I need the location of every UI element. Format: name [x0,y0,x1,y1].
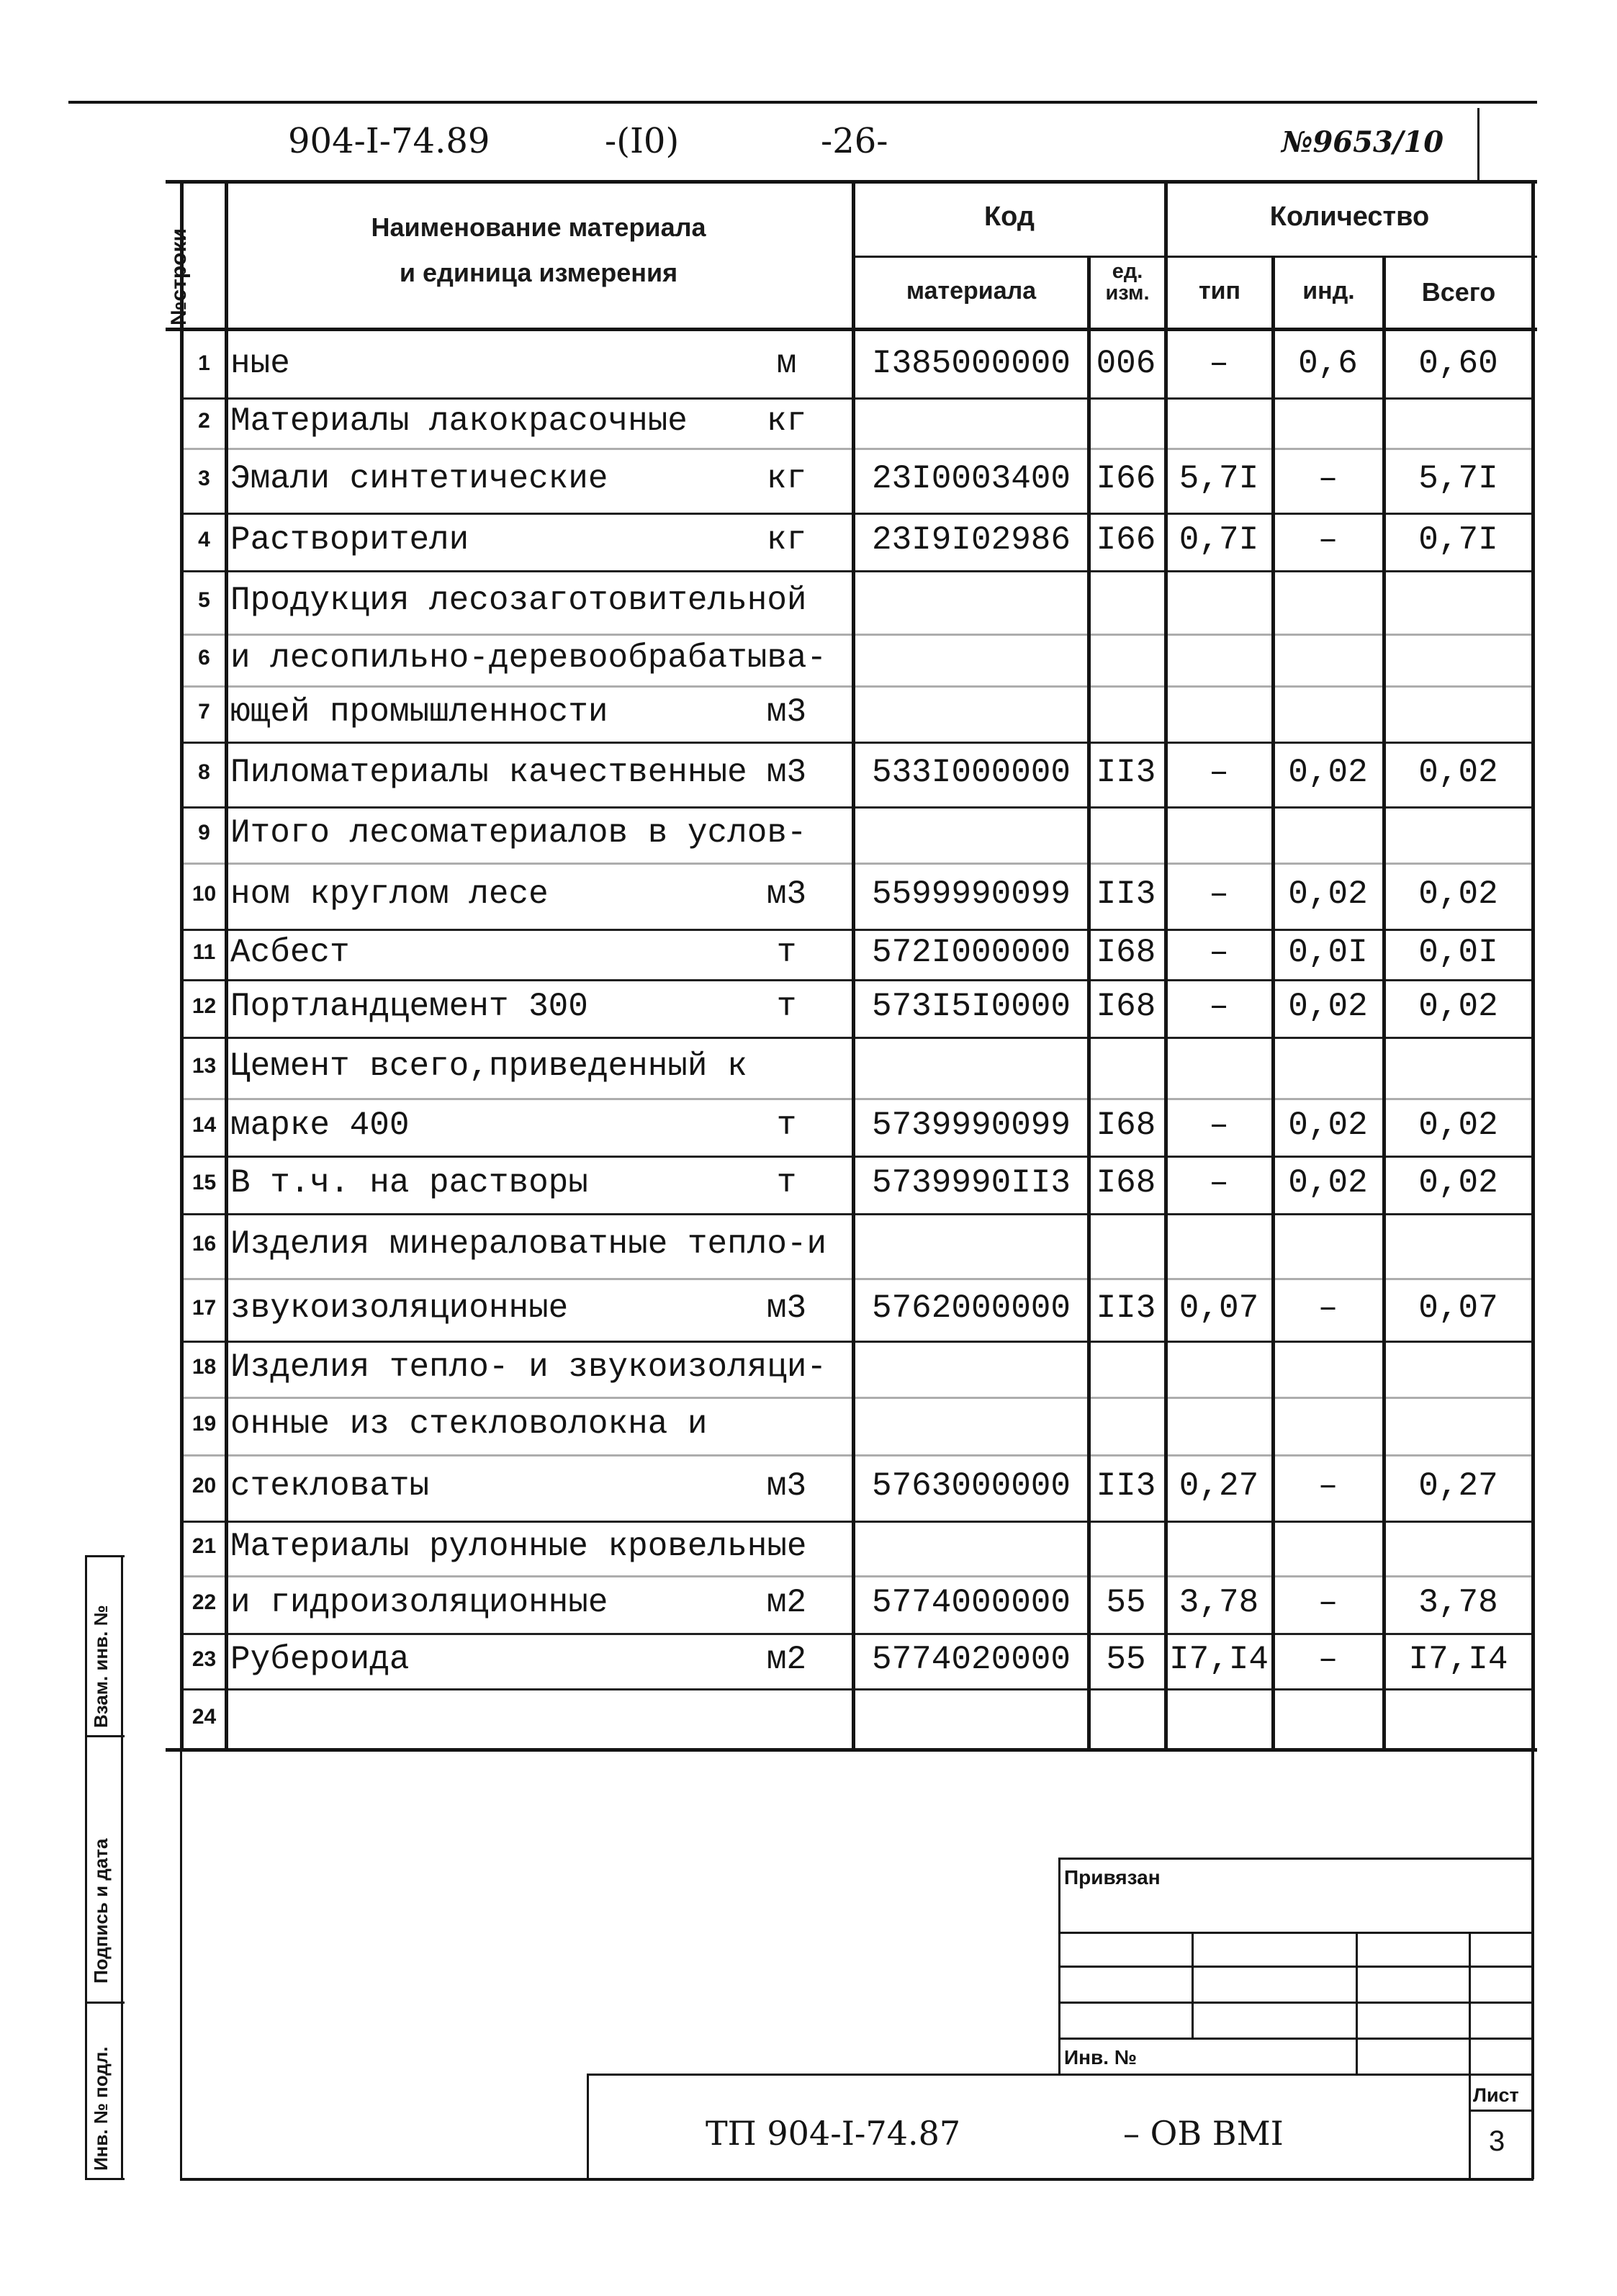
cell-code: 5774020000 [871,1640,1071,1678]
cell-ucode: 55 [1106,1640,1146,1678]
cell-name: Цемент всего,приведенный к [230,1047,747,1085]
cell-ind: 0,02 [1288,1164,1368,1202]
cell-n: 15 [192,1171,217,1194]
cell-code: 5739990099 [871,1107,1071,1144]
stamp-vline-1 [1058,1858,1060,2074]
col-header-quantity: Количество [1269,202,1430,232]
cell-ucode: II3 [1096,1467,1156,1505]
cell-n: 12 [192,994,217,1018]
cell-ucode: 006 [1096,345,1156,382]
stamp-line-3 [1058,1966,1533,1968]
cell-tip: – [1209,1164,1229,1202]
stamp-vline-5 [587,2074,589,2179]
cell-n: 21 [192,1534,217,1558]
frame-left-line [180,1750,182,2179]
stamp-line-2 [1058,1932,1533,1934]
cell-ind: – [1318,1640,1338,1678]
cell-tip: 0,07 [1179,1289,1259,1327]
cell-ind: – [1318,1289,1338,1327]
cell-tip: – [1209,1107,1229,1144]
cell-ind: 0,02 [1288,754,1368,791]
cell-n: 11 [192,940,216,964]
cell-code: 572I000000 [871,934,1071,971]
frame-right-line [1531,1750,1534,2179]
cell-name: ном круглом лесе [230,875,549,913]
stamp-line-1 [1058,1858,1533,1860]
col-header-name-line1: Наименование материала [371,212,706,242]
cell-name: онные из стекловолокна и [230,1405,708,1443]
col-header-qty-total: Всего [1421,277,1496,307]
part-code: -(I0) [605,121,680,161]
cell-total: 0,27 [1418,1467,1498,1505]
row-separator [181,929,1533,931]
col-line-name-left [225,180,228,1752]
cell-n: 24 [192,1704,217,1729]
row-separator [181,1575,1533,1577]
cell-total: 3,78 [1418,1584,1498,1621]
cell-n: 23 [192,1647,217,1671]
stamp-mark: – ОВ ВМI [1123,2114,1284,2153]
row-separator [181,979,1533,981]
cell-ucode: II3 [1096,754,1156,791]
cell-tip: – [1209,754,1229,791]
cell-name: Портландцемент 300 [230,988,588,1025]
cell-ind: – [1318,1584,1338,1621]
cell-name: В т.ч. на растворы [230,1164,588,1202]
row-separator [181,1397,1533,1399]
stamp-vline-4 [1469,1932,1471,2180]
stamp-line-5 [1058,2038,1533,2040]
cell-code: 5762000000 [871,1289,1071,1327]
cell-ucode: I68 [1096,1107,1156,1144]
row-separator [181,742,1533,744]
cell-unit: м3 [766,1467,807,1505]
cell-name: Материалы лакокрасочные [230,402,688,440]
cell-n: 17 [192,1295,217,1320]
frame-bottom-line [180,2178,1533,2181]
cell-tip: 3,78 [1179,1584,1259,1621]
cell-total: 0,02 [1418,1107,1498,1144]
cell-code: 5763000000 [871,1467,1071,1505]
cell-ucode: I68 [1096,934,1156,971]
cell-unit: м3 [766,754,807,791]
row-separator [181,448,1533,450]
cell-n: 7 [198,700,210,724]
cell-code: 533I000000 [871,754,1071,791]
stamp-privyazan: Привязан [1064,1866,1161,1888]
cell-name: Пиломатериалы качественные [230,754,747,791]
cell-n: 9 [198,821,210,845]
cell-total: 0,02 [1418,875,1498,913]
row-separator [181,1098,1533,1100]
cell-n: 2 [198,409,210,433]
cell-total: 0,02 [1418,754,1498,791]
cell-name: Рубероида [230,1640,410,1678]
cell-total: 0,60 [1418,345,1498,382]
cell-ucode: I68 [1096,988,1156,1025]
row-separator [181,1748,1533,1750]
cell-name: Асбест [230,934,350,971]
cell-ind: – [1318,1467,1338,1505]
cell-ind: – [1318,521,1338,559]
row-separator [181,513,1533,515]
cell-code: 573I5I0000 [871,988,1071,1025]
cell-code: 5599990099 [871,875,1071,913]
cell-tip: – [1209,988,1229,1025]
cell-total: 0,7I [1418,521,1498,559]
cell-name: ные [230,345,290,382]
row-separator [181,1688,1533,1691]
row-separator [181,1156,1533,1158]
cell-ucode: I66 [1096,460,1156,498]
row-separator [181,1213,1533,1215]
cell-ind: 0,02 [1288,875,1368,913]
side-margin-line-2 [85,1735,125,1737]
cell-n: 1 [198,351,210,375]
cell-ind: 0,02 [1288,1107,1368,1144]
side-label-vzam: Взам. инв. № [90,1605,112,1728]
cell-ucode: II3 [1096,875,1156,913]
cell-n: 5 [198,588,210,612]
cell-ucode: II3 [1096,1289,1156,1327]
stamp-line-6 [587,2074,1533,2076]
cell-tip: 0,27 [1179,1467,1259,1505]
cell-total: 0,07 [1418,1289,1498,1327]
cell-total: 0,02 [1418,988,1498,1025]
cell-ind: 0,0I [1288,934,1368,971]
doc-code: 904-I-74.89 [288,121,490,161]
cell-unit: т [776,1164,797,1202]
cell-n: 8 [198,760,210,784]
cell-name: Изделия минераловатные тепло-и [230,1225,827,1263]
row-separator [181,806,1533,809]
cell-unit: кг [766,521,807,559]
cell-tip: – [1209,875,1229,913]
cell-n: 22 [192,1590,217,1614]
cell-unit: м3 [766,693,807,731]
cell-name: звукоизоляционные [230,1289,569,1327]
cell-n: 14 [192,1113,217,1137]
cell-ucode: I66 [1096,521,1156,559]
col-header-code-material: материала [906,277,1037,305]
cell-ucode: 55 [1106,1584,1146,1621]
top-rule [68,101,1537,104]
cell-tip: 5,7I [1179,460,1259,498]
cell-name: Итого лесоматериалов в услов- [230,814,807,852]
cell-name: ющей промышленности [230,693,608,731]
stamp-vline-2 [1192,1932,1194,2038]
col-line-right [1531,180,1535,1752]
cell-total: I7,I4 [1408,1640,1508,1678]
row-separator [181,1278,1533,1280]
cell-tip: – [1209,934,1229,971]
row-separator [181,863,1533,865]
stamp-vline-3 [1356,1932,1358,2074]
header-end-mark [1477,108,1479,180]
cell-n: 20 [192,1474,217,1498]
cell-code: 5774000000 [871,1584,1071,1621]
cell-code: 23I9I02986 [871,521,1071,559]
col-header-name-line2: и единица измерения [399,258,678,287]
row-separator [181,1341,1533,1343]
page-number: -26- [821,121,888,161]
cell-n: 16 [192,1232,217,1256]
cell-unit: м3 [766,1289,807,1327]
cell-unit: м [776,345,797,382]
row-separator [181,685,1533,688]
row-separator [181,570,1533,572]
cell-unit: т [776,934,797,971]
row-separator [181,1037,1533,1039]
side-label-inv: Инв. № подл. [90,2046,112,2171]
archive-number: №9653/10 [1282,125,1444,159]
cell-total: 5,7I [1418,460,1498,498]
stamp-list-label: Лист [1473,2084,1519,2106]
cell-total: 0,0I [1418,934,1498,971]
col-header-rowno: №строки [167,228,191,325]
cell-n: 3 [198,467,210,490]
cell-unit: т [776,988,797,1025]
col-header-code: Код [983,202,1035,232]
cell-tip: 0,7I [1179,521,1259,559]
cell-ind: 0,6 [1298,345,1358,382]
cell-code: I385000000 [871,345,1071,382]
cell-unit: кг [766,402,807,440]
cell-name: Изделия тепло- и звукоизоляци- [230,1349,827,1386]
cell-ind: 0,02 [1288,988,1368,1025]
cell-tip: I7,I4 [1168,1640,1269,1678]
stamp-inv-no: Инв. № [1064,2046,1138,2068]
cell-n: 10 [192,882,217,906]
cell-name: марке 400 [230,1107,410,1144]
cell-unit: м2 [766,1584,807,1621]
side-margin-mid-line [121,1555,123,2178]
side-label-podpis: Подпись и дата [90,1838,112,1984]
side-margin-line-4 [85,2178,125,2180]
side-margin-line-3 [85,2002,125,2004]
stamp-line-list [1469,2110,1533,2112]
row-separator [181,1521,1533,1523]
cell-n: 4 [198,528,210,552]
side-margin-left-line [85,1555,87,2178]
col-header-qty-type: тип [1198,277,1241,305]
row-separator [181,1633,1533,1635]
cell-name: и гидроизоляционные [230,1584,608,1621]
cell-ind: – [1318,460,1338,498]
cell-name: и лесопильно-деревообрабатыва- [230,639,827,677]
cell-code: 5739990II3 [871,1164,1071,1202]
cell-unit: м2 [766,1640,807,1678]
cell-name: Растворители [230,521,469,559]
cell-ucode: I68 [1096,1164,1156,1202]
cell-name: Эмали синтетические [230,460,608,498]
col-header-code-unit: ед. изм. [1105,260,1150,305]
cell-name: стекловаты [230,1467,430,1505]
stamp-list-number: 3 [1489,2125,1505,2157]
stamp-line-4 [1058,2002,1533,2004]
cell-tip: – [1209,345,1229,382]
cell-unit: т [776,1107,797,1144]
cell-unit: м3 [766,875,807,913]
cell-n: 19 [192,1412,217,1436]
col-header-qty-ind: инд. [1302,277,1355,305]
cell-unit: кг [766,460,807,498]
cell-n: 18 [192,1355,217,1379]
row-separator [181,1454,1533,1457]
row-separator [181,634,1533,636]
stamp-doc: ТП 904-I-74.87 [706,2114,961,2153]
cell-n: 6 [198,646,210,670]
cell-name: Продукция лесозаготовительной [230,582,807,619]
cell-total: 0,02 [1418,1164,1498,1202]
side-margin-line-1 [85,1555,125,1557]
row-separator [181,397,1533,400]
subheader-line [853,256,1537,258]
cell-code: 23I0003400 [871,460,1071,498]
cell-name: Материалы рулонные кровельные [230,1528,807,1565]
cell-n: 13 [192,1053,217,1078]
